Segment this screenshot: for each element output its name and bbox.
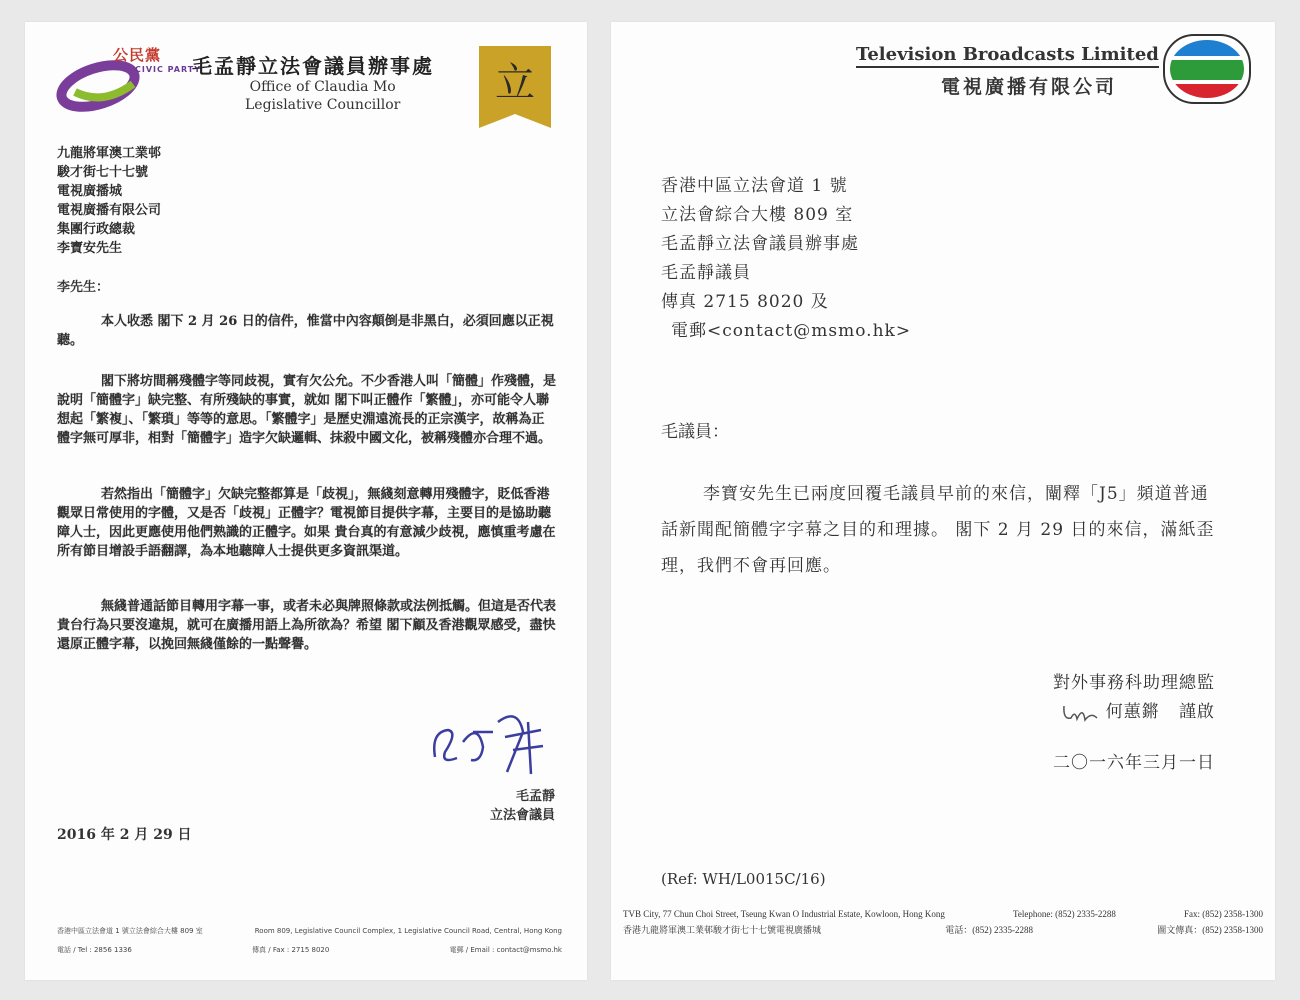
salutation: 毛議員：: [661, 422, 729, 442]
address-line: 電視廣播城: [57, 184, 123, 199]
reference-number: (Ref: WH/L0015C/16): [661, 870, 826, 888]
paragraph-text: 若然指出「簡體字」欠缺完整都算是「歧視」，無綫刻意轉用殘體字，貶低香港觀眾日常使用的字體，又是否「歧視」正體字？電視節目提供字幕，主要目的是協助聽障人士，因此更應使用他們熟識的正體字。如果 貴台真的有意減少歧視，應慎重考慮在所有節目增設手語翻譯，為本地聽障人士提供更多資訊渠道。: [57, 487, 556, 559]
recipient-address: [661, 172, 911, 346]
badge-glyph: 立: [495, 60, 535, 106]
address-line: 駿才街七十七號: [57, 165, 149, 180]
paragraph-text: 無綫普通話節目轉用字幕一事，或者未必與牌照條款或法例抵觸。但這是否代表 貴台行為只要沒違規，就可在廣播用語上為所欲為？希望 閣下顧及香港觀眾感受，盡快還原正體字幕，以挽回無綫僅餘的一點聲譽。: [57, 599, 557, 652]
address-line: 香港中區立法會道 1 號: [661, 176, 848, 196]
office-title-cn: 毛孟靜立法會議員辦事處: [192, 54, 434, 78]
office-title-en: [245, 78, 400, 114]
footer-fax-cn: 圖文傳真：(852) 2358-1300: [1157, 925, 1263, 935]
signer-name: 毛孟靜: [515, 789, 555, 804]
signer-title: 對外事務科助理總監: [1053, 673, 1215, 693]
signer-title: 立法會議員: [489, 808, 555, 823]
signer-block: [1053, 669, 1215, 727]
address-line: 毛孟靜立法會議員辦事處: [661, 234, 859, 254]
signer-closing: 謹啟: [1179, 702, 1215, 722]
footer-tel: 電話 / Tel : 2856 1336: [57, 946, 132, 954]
address-line: 九龍將軍澳工業邨: [57, 146, 162, 161]
party-name-en: CIVIC PARTY: [135, 65, 202, 74]
office-title-en-line1: Office of Claudia Mo: [249, 79, 396, 95]
civic-party-wordmark: [113, 44, 201, 74]
salutation: 李先生：: [57, 280, 110, 295]
handwritten-signature: [423, 702, 553, 782]
address-line: 電視廣播有限公司: [57, 203, 162, 218]
address-line: 立法會綜合大樓 809 室: [661, 205, 854, 225]
footer-address-en: TVB City, 77 Chun Choi Street, Tseung Kwan O Industrial Estate, Kowloon, Hong Kong: [623, 909, 945, 919]
paragraph-text: 本人收悉 閣下 2 月 26 日的信件，惟當中內容顛倒是非黑白，必須回應以正視聽。: [57, 314, 554, 348]
letter-date: 二〇一六年三月一日: [1053, 753, 1215, 773]
paragraph-text: 李寶安先生已兩度回覆毛議員早前的來信，闡釋「J5」頻道普通話新聞配簡體字字幕之目的和理據。 閣下 2 月 29 日的來信，滿紙歪理，我們不會再回應。: [661, 484, 1215, 576]
recipient-address: [57, 144, 161, 258]
letter-from-claudia-mo: [25, 22, 587, 980]
footer-email: 電郵 / Email : contact@msmo.hk: [449, 946, 562, 954]
company-name-en: Television Broadcasts Limited: [856, 44, 1159, 68]
office-title-en-line2: Legislative Councillor: [245, 97, 401, 113]
body-paragraph: [57, 485, 557, 561]
footer-phone-en: Telephone: (852) 2335-2288: [1013, 909, 1116, 919]
letter-date: 2016 年 2 月 29 日: [57, 827, 192, 843]
paragraph-text: 閣下將坊間稱殘體字等同歧視，實有欠公允。不少香港人叫「簡體」作殘體，是說明「簡體字」缺完整、有所殘缺的事實，就如 閣下叫正體作「繁體」，亦可能令人聯想起「繁複」、「繁瑣」等等的意思。「繁體字」是歷史淵遠流長的正宗漢字，故稱為正體字無可厚非，相對「簡體字」造字欠缺邏輯、抹殺中國文化，被稱殘體亦合理不過。: [57, 374, 557, 446]
address-line: 李寶安先生: [57, 241, 123, 256]
signer-line: [1053, 698, 1215, 727]
footer-fax-en: Fax: (852) 2358-1300: [1184, 909, 1263, 919]
body-paragraph: [57, 312, 557, 350]
handwritten-signature: [1061, 702, 1099, 724]
letterhead-footer: [57, 922, 562, 960]
legco-badge-icon: [477, 44, 553, 130]
company-name-cn: 電視廣播有限公司: [941, 76, 1118, 98]
body-paragraph: [661, 476, 1221, 584]
tvb-logo-icon: [1163, 34, 1251, 104]
footer-phone-cn: 電話：(852) 2335-2288: [945, 925, 1033, 935]
address-line: 集團行政總裁: [57, 222, 136, 237]
party-name-cn: 公民黨: [113, 46, 162, 64]
address-line: 毛孟靜議員: [661, 263, 751, 283]
signer-block: [490, 787, 555, 825]
body-paragraph: [57, 597, 557, 654]
letterhead-footer: [623, 906, 1263, 938]
footer-address-en: Room 809, Legislative Council Complex, 1 Legislative Council Road, Central, Hong Kong: [254, 927, 562, 935]
address-line: 電郵<contact@msmo.hk>: [671, 321, 912, 341]
address-line: 傳真 2715 8020 及: [661, 292, 829, 312]
body-paragraph: [57, 372, 557, 448]
footer-fax: 傳真 / Fax : 2715 8020: [252, 946, 330, 954]
signer-name: 何蕙鏘: [1105, 702, 1160, 722]
letter-from-tvb: [611, 22, 1275, 980]
footer-address-cn: 香港中區立法會道 1 號立法會綜合大樓 809 室: [57, 927, 203, 935]
footer-address-cn: 香港九龍將軍澳工業邨駿才街七十七號電視廣播城: [623, 925, 822, 935]
